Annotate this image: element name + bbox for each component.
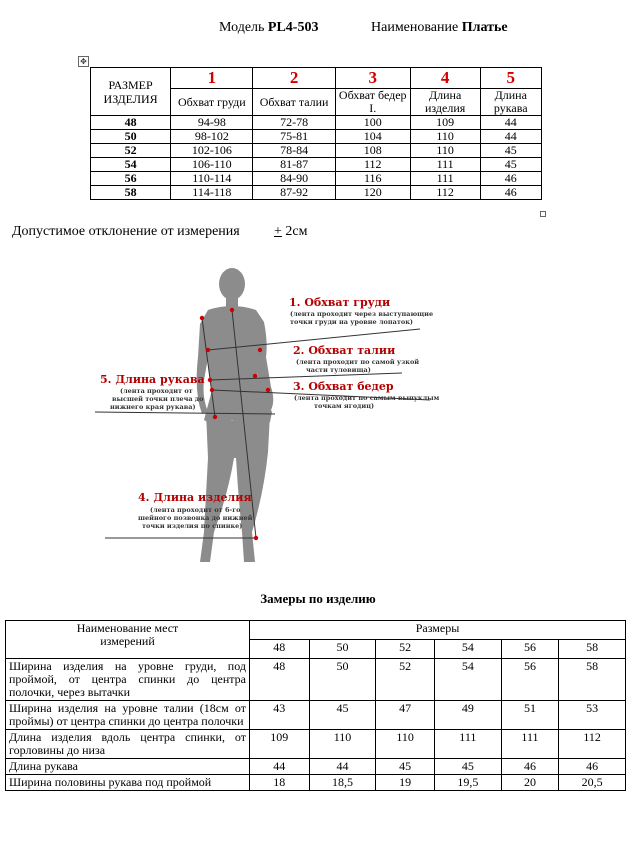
- measurement-value: 44: [250, 759, 310, 775]
- name-label: Наименование: [371, 20, 459, 35]
- value-cell: 104: [335, 130, 410, 144]
- tolerance-amount: 2см: [285, 224, 308, 239]
- size-header-cell: 52: [376, 640, 435, 659]
- col-number: 4: [410, 68, 480, 89]
- size-header-cell: 48: [250, 640, 310, 659]
- label-length-desc: (лента проходит от 6-го: [150, 506, 241, 514]
- table-row: [6, 730, 626, 759]
- col-label: Длина изделия: [410, 89, 480, 116]
- measurement-value: 52: [376, 659, 435, 701]
- value-cell: 108: [335, 144, 410, 158]
- size-cell: 48: [91, 116, 171, 130]
- value-cell: 44: [480, 116, 541, 130]
- table-row: [6, 701, 626, 730]
- value-cell: 106-110: [171, 158, 253, 172]
- value-cell: 46: [480, 172, 541, 186]
- measurement-value: 112: [559, 730, 626, 759]
- size-cell: 58: [91, 186, 171, 200]
- table-row: [6, 659, 626, 701]
- measurement-value: 111: [501, 730, 558, 759]
- measurement-value: 110: [309, 730, 376, 759]
- col-label: Длина рукава: [480, 89, 541, 116]
- measurement-label: Ширина половины рукава под проймой: [6, 775, 250, 791]
- measurement-value: 54: [434, 659, 501, 701]
- col-label: Обхват талии: [253, 89, 335, 116]
- size-cell: 54: [91, 158, 171, 172]
- value-cell: 110-114: [171, 172, 253, 186]
- measurement-value: 20: [501, 775, 558, 791]
- label-sleeve-desc: высшей точки плеча до: [112, 395, 204, 403]
- col-number: 1: [171, 68, 253, 89]
- value-cell: 110: [410, 130, 480, 144]
- measurement-figure: [90, 262, 440, 572]
- value-cell: 78-84: [253, 144, 335, 158]
- measurement-value: 18,5: [309, 775, 376, 791]
- measurements-table: [5, 620, 626, 791]
- value-cell: 100: [335, 116, 410, 130]
- table-move-handle-icon[interactable]: ✥: [78, 56, 89, 67]
- measurement-value: 46: [559, 759, 626, 775]
- value-cell: 120: [335, 186, 410, 200]
- value-cell: 75-81: [253, 130, 335, 144]
- value-cell: 94-98: [171, 116, 253, 130]
- table-row: [91, 130, 542, 144]
- value-cell: 44: [480, 130, 541, 144]
- table-row: [91, 116, 542, 130]
- col-label: Обхват бедер I.: [335, 89, 410, 116]
- size-table-corner: РАЗМЕР ИЗДЕЛИЯ: [91, 68, 171, 116]
- measurement-label: Длина изделия вдоль центра спинки, от горловины до низа: [6, 730, 250, 759]
- label-chest-desc: (лента проходит через выступающие: [290, 310, 434, 318]
- value-cell: 111: [410, 158, 480, 172]
- measurement-value: 48: [250, 659, 310, 701]
- table-row: [91, 186, 542, 200]
- label-hips-title: 3. Обхват бедер: [293, 380, 394, 393]
- tolerance-value: [274, 224, 307, 240]
- col-number: 3: [335, 68, 410, 89]
- measurement-value: 45: [376, 759, 435, 775]
- value-cell: 111: [410, 172, 480, 186]
- table-row: [6, 775, 626, 791]
- label-sleeve-desc: нижнего края рукава): [110, 403, 196, 411]
- measurements-title: Замеры по изделию: [260, 591, 376, 606]
- label-length-title: 4. Длина изделия: [138, 491, 252, 504]
- measurement-value: 45: [434, 759, 501, 775]
- model-label: Модель: [219, 20, 265, 35]
- measurement-value: 110: [376, 730, 435, 759]
- measurement-value: 18: [250, 775, 310, 791]
- measurement-value: 47: [376, 701, 435, 730]
- value-cell: 102-106: [171, 144, 253, 158]
- tolerance-note: [12, 224, 308, 240]
- table-resize-handle[interactable]: [540, 211, 546, 217]
- size-header-cell: 54: [434, 640, 501, 659]
- measurement-value: 53: [559, 701, 626, 730]
- value-cell: 45: [480, 158, 541, 172]
- value-cell: 46: [480, 186, 541, 200]
- table-row: [91, 158, 542, 172]
- label-length-desc: шейного позвонка до нижней: [138, 514, 253, 522]
- model-line: [219, 20, 318, 36]
- measurement-label: Ширина изделия на уровне груди, под проймой, от центра спинки до центра полочки, через вытачки: [6, 659, 250, 701]
- value-cell: 87-92: [253, 186, 335, 200]
- model-value: PL4-503: [267, 20, 319, 35]
- label-waist-title: 2. Обхват талии: [293, 344, 396, 357]
- header-name-cell: Наименование мест измерений: [6, 621, 250, 659]
- measurement-value: 45: [309, 701, 376, 730]
- table-row: [6, 759, 626, 775]
- value-cell: 72-78: [253, 116, 335, 130]
- col-number: 5: [480, 68, 541, 89]
- table-row: [91, 172, 542, 186]
- label-sleeve-title: 5. Длина рукава: [100, 373, 205, 386]
- label-hips-desc: точкам ягодиц): [314, 402, 375, 410]
- measurement-value: 49: [434, 701, 501, 730]
- measurement-value: 51: [501, 701, 558, 730]
- measurement-value: 43: [250, 701, 310, 730]
- measurement-value: 19: [376, 775, 435, 791]
- label-sleeve-desc: (лента проходит от: [120, 387, 193, 395]
- measurement-value: 56: [501, 659, 558, 701]
- value-cell: 112: [410, 186, 480, 200]
- value-cell: 45: [480, 144, 541, 158]
- value-cell: 84-90: [253, 172, 335, 186]
- measurement-value: 20,5: [559, 775, 626, 791]
- label-chest-desc: точки груди на уровне лопаток): [290, 318, 413, 326]
- table-row: [91, 144, 542, 158]
- label-length-desc: точки изделия по спинке): [142, 522, 243, 530]
- value-cell: 112: [335, 158, 410, 172]
- value-cell: 109: [410, 116, 480, 130]
- value-cell: 110: [410, 144, 480, 158]
- size-table: [90, 67, 542, 200]
- measurement-value: 50: [309, 659, 376, 701]
- col-number: 2: [253, 68, 335, 89]
- measurement-value: 46: [501, 759, 558, 775]
- size-table-number-row: [91, 68, 542, 89]
- name-value: Платье: [461, 20, 508, 35]
- header-sizes-cell: Размеры: [250, 621, 626, 640]
- value-cell: 114-118: [171, 186, 253, 200]
- size-header-cell: 58: [559, 640, 626, 659]
- measurement-label: Ширина изделия на уровне талии (18см от проймы) от центра спинки до центра полочки: [6, 701, 250, 730]
- measurement-value: 58: [559, 659, 626, 701]
- label-waist-desc: (лента проходит по самой узкой: [296, 358, 420, 366]
- measurement-value: 109: [250, 730, 310, 759]
- value-cell: 116: [335, 172, 410, 186]
- value-cell: 81-87: [253, 158, 335, 172]
- tolerance-text: Допустимое отклонение от измерения: [12, 224, 240, 239]
- value-cell: 98-102: [171, 130, 253, 144]
- size-header-cell: 56: [501, 640, 558, 659]
- label-waist-desc: части туловища): [306, 366, 371, 374]
- plus-minus-sign: +: [274, 224, 282, 239]
- size-cell: 50: [91, 130, 171, 144]
- label-chest-title: 1. Обхват груди: [289, 296, 391, 309]
- measurements-header-row: [6, 621, 626, 640]
- measurement-value: 44: [309, 759, 376, 775]
- size-cell: 56: [91, 172, 171, 186]
- size-cell: 52: [91, 144, 171, 158]
- name-line: [371, 20, 508, 36]
- measurement-value: 111: [434, 730, 501, 759]
- measurement-label: Длина рукава: [6, 759, 250, 775]
- measurement-value: 19,5: [434, 775, 501, 791]
- col-label: Обхват груди: [171, 89, 253, 116]
- size-header-cell: 50: [309, 640, 376, 659]
- label-hips-desc: (лента проходит по самым выпуклым: [294, 394, 440, 402]
